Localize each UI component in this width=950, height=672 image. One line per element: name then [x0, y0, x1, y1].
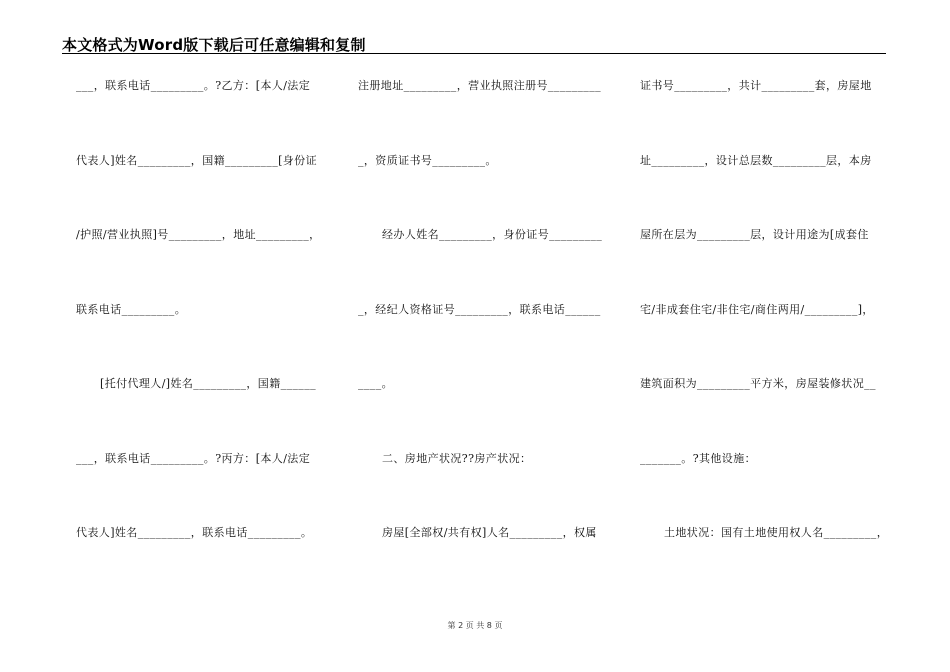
page-number: 第 2 页 共 8 页 [447, 621, 503, 630]
text-line: 宅/非成套住宅/非住宅/商住两用/_________]， [640, 302, 874, 316]
text-line: /护照/营业执照]号_________，地址_________， [76, 228, 321, 241]
text-line: 联系电话_________。 [76, 302, 187, 316]
text-line: ____。 [358, 377, 393, 390]
text-line: 证书号_________，共计_________套，房屋地 [640, 79, 872, 92]
text-line: 代表人]姓名_________，国籍_________[身份证 [76, 153, 317, 167]
text-line: 建筑面积为_________平方米，房屋装修状况__ [640, 377, 876, 390]
text-line: 址_________，设计总层数_________层，本房 [640, 153, 872, 167]
text-line: ___，联系电话_________。?丙方：[本人/法定 [76, 451, 311, 465]
text-line: 土地状况：国有土地使用权人名_________， [664, 526, 889, 539]
text-line: 注册地址_________，营业执照注册号_________ [358, 79, 601, 92]
text-line: 房屋[全部权/共有权]人名_________，权属 [382, 526, 597, 539]
text-column-right [640, 64, 900, 586]
text-column-left [76, 64, 336, 586]
text-column-middle [358, 64, 618, 586]
text-line: 代表人]姓名_________，联系电话_________。 [76, 526, 313, 539]
text-line: [托付代理人/]姓名_________，国籍______ [100, 377, 316, 390]
header-divider [62, 53, 886, 54]
text-line: 二、房地产状况??房产状况： [382, 451, 532, 465]
text-line: 经办人姓名_________，身份证号_________ [382, 228, 603, 241]
document-header-title: 本文格式为Word版下载后可任意编辑和复制 [62, 36, 366, 54]
text-line: ___，联系电话_________。?乙方：[本人/法定 [76, 79, 311, 92]
text-line: _______。?其他设施： [640, 451, 756, 465]
text-line: 屋所在层为_________层，设计用途为[成套住 [640, 228, 869, 241]
text-line: _，经纪人资格证号_________，联系电话______ [358, 302, 601, 316]
text-line: _，资质证书号_________。 [358, 153, 497, 167]
